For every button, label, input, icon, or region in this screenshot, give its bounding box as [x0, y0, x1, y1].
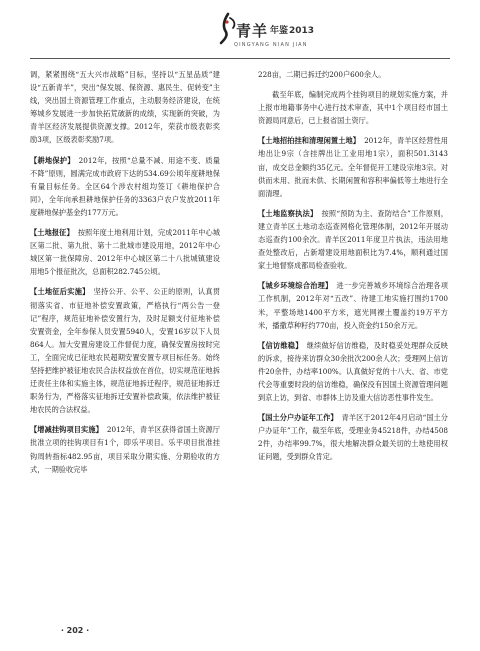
header-divider: [30, 58, 450, 59]
section-farmland-protection: [30, 154, 220, 219]
section-title: 【增减挂钩项目实施】: [30, 425, 103, 435]
section-text: 2012年，青羊区获得省国土资源厅批准立项的挂钩项目有1个，即乐平项目。乐平项目批准挂钩周转指标482.95亩，项目采取分期实施、分期验收的方式，一期验收完毕: [30, 425, 220, 474]
section-title: 【土地招拍挂和清理闲置土地】: [258, 136, 361, 146]
section-petitions: [258, 339, 448, 404]
section-land-supervision: [258, 207, 448, 272]
paragraph-text: 调，紧紧围绕“五大兴市战略”目标，坚持以“五星品质”建设“五新青羊”，突出“保发展、保资源、惠民生、促转变”主线，突出国土资源管理工作重点，主动服务经济建设，在统筹城乡发展进一步加快拓荒破新的成绩，实现新的突破，为青羊区经济发展提供资源支撑。2012年，荣获市级表彰奖励3项，区级表彰奖励7项。: [30, 70, 220, 145]
paragraph-continuation: [258, 68, 448, 81]
section-title: 【耕地保护】: [30, 155, 75, 165]
section-text: 青羊区于2012年4月启动“国土分户办证年”工作，截至年底，受理业务45218件，办结45082件，办结率99.7%，很大地解决群众最关切的土地使用权证问题，受到群众肯定。: [258, 413, 448, 462]
section-title: 【土地征后实施】: [30, 287, 90, 297]
page-header: [0, 0, 480, 70]
paragraph-text: 截至年底，编制完成两个挂钩项目的规划实施方案，并上报市地籍事务中心进行技术审查，其中1个项目经市国土资源局同意后，已上报省国土资厅。: [258, 90, 448, 126]
right-column: [258, 68, 448, 471]
yearbook-year: 2013: [289, 26, 315, 36]
section-environment: [258, 279, 448, 331]
section-text: 按照年度土地利用计划，完成2011年中心城区第二批、第九批、第十二批城市建设用地，2012年中心城区第一批保障房、2012年中心城区第二十八批城镇建设用地5个报征批次，总面积282.745公顷。: [30, 228, 220, 277]
section-text: 继续做好信访维稳，及时稳妥处理群众反映的诉求，接待来访群众30余批次200余人次；受理网上信访件20余件，办结率100%。认真做好党的十八大、省、市党代会等重要时段的信访维稳，确保没有因国土资源管理问题到京上访，到省、市群体上访及重大信访恶性事件发生。: [258, 340, 448, 403]
section-text: 2012年，青羊区经营性用地出让9宗（含挂牌出让工业用地1宗），面积501.3143亩，成交总金额约35亿元。全年督促开工建设宗地3宗。对供而未用、批而未供、长期闲置和容积率偏低等土地进行全面清理。: [258, 136, 448, 198]
section-text: 2012年，按照“总量不减、用途不变、质量不降”原则，圆满完成市政府下达的534.69公顷年度耕地保有量目标任务。全区64个涉农村组均签订《耕地保护合同》，全年向承担耕地保护任务的3363户农户发放2011年度耕地保护基金约177万元。: [30, 155, 220, 217]
section-title: 【信访维稳】: [258, 340, 303, 350]
section-title: 【国土分户办证年工作】: [258, 413, 338, 423]
paragraph-continuation: [30, 68, 220, 147]
section-linkage-project: [30, 423, 220, 475]
yearbook-logo-subtitle: [270, 23, 314, 36]
section-post-requisition: [30, 285, 220, 416]
paragraph-indented: [258, 88, 448, 127]
section-title: 【土地报征】: [30, 228, 74, 238]
section-title: 【城乡环境综合治理】: [258, 281, 333, 291]
yearbook-logo-sub-text: 年鉴: [270, 26, 289, 36]
paragraph-text: 228亩，二期已拆迁约200户600余人。: [258, 70, 386, 79]
section-land-requisition: [30, 226, 220, 278]
section-text: 坚持公开、公平、公正的原则，认真贯彻落实省、市征地补偿安置政策，严格执行“两公告一登记”程序，规范征地补偿安置行为，及时足额支付征地补偿安置资金，全年参保人员安置5940人，安置16岁以下人员864人。加大安置房建设工作督促力度，确保安置房按时完工，全面完成已征地农民超期安置安置专项目标任务。始终坚持把维护被征地农民合法权益放在首位，切实规范征地拆迁责任主体和实施主体，规范征地拆迁程序，规范征地拆迁职务行为，严格落实征地拆迁安置补偿政策，依法维护被征地农民的合法权益。: [30, 287, 220, 415]
section-text: 进一步完善城乡环境综合治理各项工作机制，2012年对“五改”、待建工地实施打围约1700米，平整场地1400平方米，遮光网裸土覆盖约19万平方米，播撒草种籽约770亩，投入资金约150余万元。: [258, 281, 448, 330]
yearbook-logo-pinyin: QINGYANG NIAN JIAN: [234, 42, 308, 48]
left-column: [30, 68, 220, 483]
section-certificates: [258, 411, 448, 463]
section-text: 按照“预防为主、查防结合”工作原则，建立青羊区土地动态巡查网格化管理体制，2012年开展动态巡查约100余次。青羊区2011年度卫片执法，违法用地查处整改后，占新增建设用地面积比为7.4%，顺利通过国家土地督察成都局检查验收。: [258, 208, 448, 271]
yearbook-logo-text: 青羊: [236, 22, 269, 40]
page-number: · 202 ·: [60, 626, 90, 635]
section-title: 【土地监察执法】: [258, 208, 318, 218]
section-land-auction: [258, 134, 448, 199]
